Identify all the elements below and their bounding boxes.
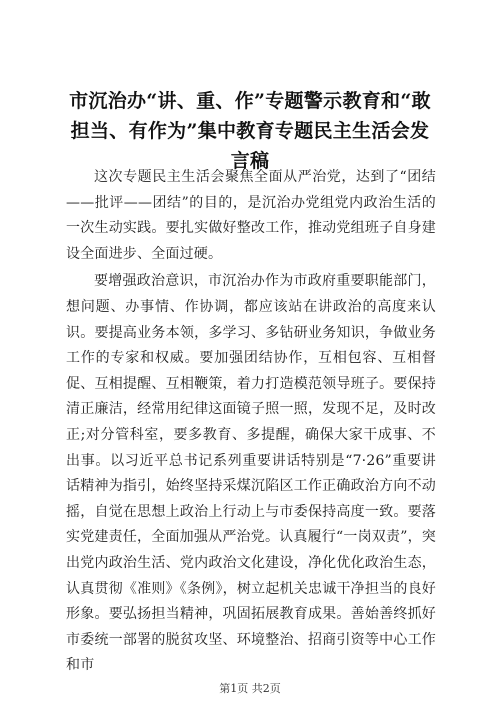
document-body [66,165,436,679]
document-title: 市沉治办“讲、重、作”专题警示教育和“敢担当、有作为”集中教育专题民主生活会发言稿 [69,90,431,172]
page-number: 第1页 共2页 [219,682,281,695]
paragraph-1: 这次专题民主生活会聚焦全面从严治党，达到了“团结——批评——团结”的目的，是沉治办党组党内政治生活的一次生动实践。要扎实做好整改工作，推动党组班子自身建设全面进步、全面过硬。 [66,169,436,262]
paragraph-2: 要增强政治意识，市沉治办作为市政府重要职能部门，想问题、办事情、作协调，都应该站在讲政治的高度来认识。要提高业务本领，多学习、多钻研业务知识，争做业务工作的专家和权威。要加强团结协作，互相包容、互相督促、互相提醒、互相鞭策，着力打造模范领导班子。要保持清正廉洁，经常用纪律这面镜子照一照，发现不足，及时改正;对分管科室，要多教育、多提醒，确保大家干成事、不出事。以习近平总书记系列重要讲话特别是“7·26”重要讲话精神为指引，始终坚持采煤沉陷区工作正确政治方向不动摇，自觉在思想上政治上行动上与市委保持高度一致。要落实党建责任，全面加强从严治党。认真履行“一岗双责”，突出党内政治生活、党内政治文化建设，净化优化政治生态，认真贯彻《准则》《条例》，树立起机关忠诚干净担当的良好形象。要弘扬担当精神，巩固拓展教育成果。善始善终抓好市委统一部署的脱贫攻坚、环境整治、招商引资等中心工作和市 [66,273,436,674]
